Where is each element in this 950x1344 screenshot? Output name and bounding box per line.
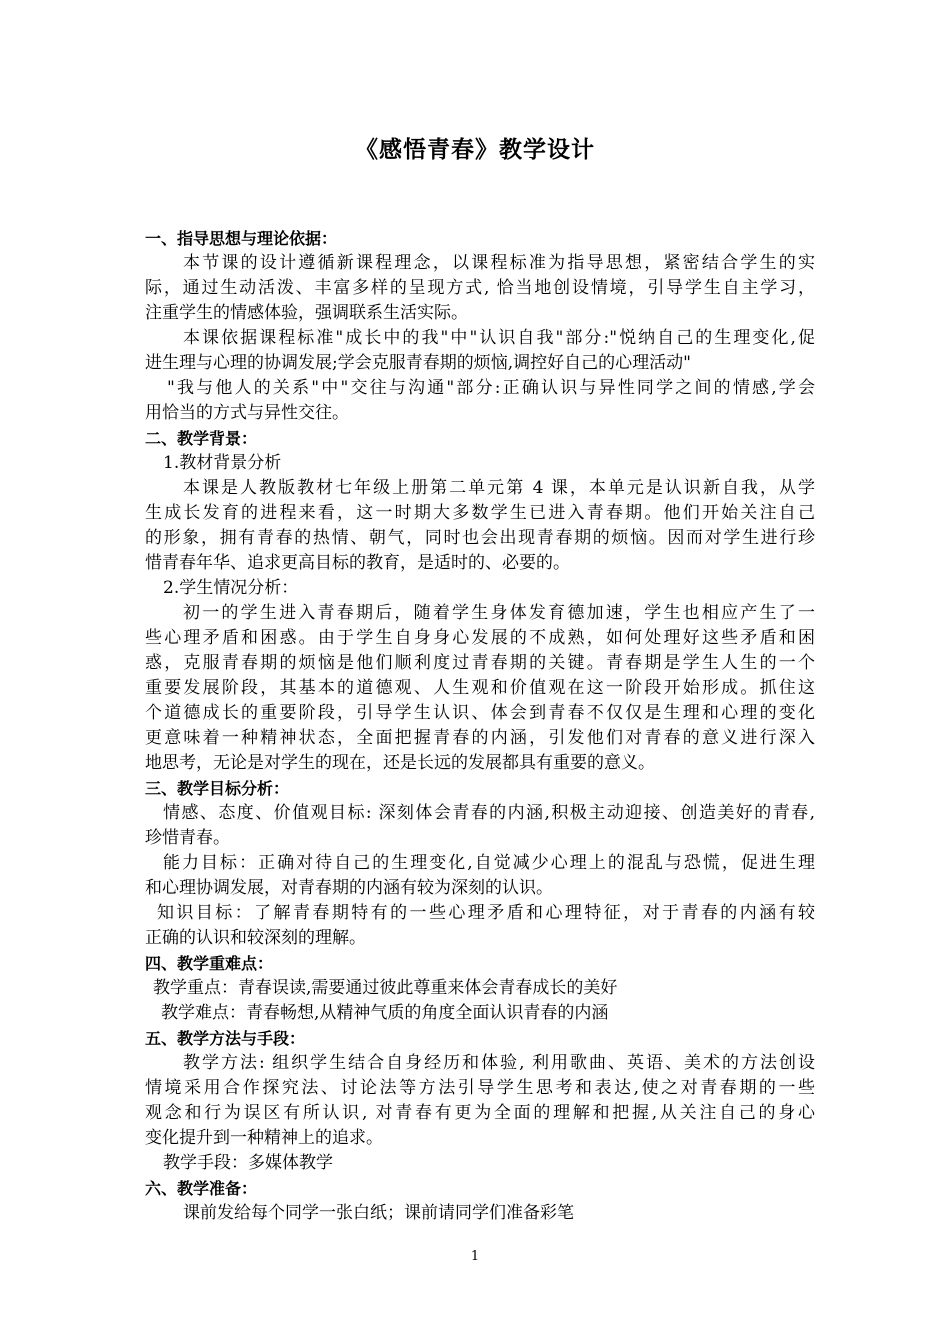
paragraph-line: 生成长发育的进程来看，这一时期大多数学生已进入青春期。他们开始关注自己 bbox=[145, 503, 815, 523]
paragraph-line: 本课是人教版教材七年级上册第二单元第 4 课，本单元是认识新自我，从学 bbox=[183, 478, 815, 498]
paragraph-line: 教学手段：多媒体教学 bbox=[163, 1153, 333, 1173]
section-heading: 三、教学目标分析： bbox=[145, 779, 290, 798]
paragraph-line: 情感、态度、价值观目标: 深刻体会青春的内涵,积极主动迎接、创造美好的青春, bbox=[163, 803, 815, 823]
paragraph-line: 珍惜青春。 bbox=[145, 828, 230, 848]
paragraph-line: 2.学生情况分析： bbox=[163, 578, 299, 598]
document-title: 《感悟青春》教学设计 bbox=[355, 137, 595, 163]
paragraph-line: 惜青春年华、追求更高目标的教育，是适时的、必要的。 bbox=[145, 553, 570, 573]
paragraph-line: 进生理与心理的协调发展;学会克服青春期的烦恼,调控好自己的心理活动" bbox=[145, 353, 691, 373]
paragraph-line: 惑，克服青春期的烦恼是他们顺利度过青春期的关键。青春期是学生人生的一个 bbox=[145, 653, 815, 673]
section-heading: 五、教学方法与手段： bbox=[145, 1029, 306, 1048]
paragraph-line: 注重学生的情感体验，强调联系生活实际。 bbox=[145, 303, 468, 323]
paragraph-line: 地思考，无论是对学生的现在，还是长远的发展都具有重要的意义。 bbox=[145, 753, 655, 773]
paragraph-line: "我与他人的关系"中"交往与沟通"部分:正确认识与异性同学之间的情感,学会 bbox=[167, 378, 815, 398]
paragraph-line: 变化提升到一种精神上的追求。 bbox=[145, 1128, 383, 1148]
paragraph-line: 和心理协调发展，对青春期的内涵有较为深刻的认识。 bbox=[145, 878, 553, 898]
paragraph-line: 用恰当的方式与异性交往。 bbox=[145, 403, 349, 423]
document-body bbox=[145, 226, 815, 1226]
paragraph-line: 更意味着一种精神状态，全面把握青春的内涵，引发他们对青春的意义进行深入 bbox=[145, 728, 815, 748]
paragraph-line: 教学难点：青春畅想,从精神气质的角度全面认识青春的内涵 bbox=[161, 1003, 609, 1023]
section-heading: 四、教学重难点： bbox=[145, 954, 274, 973]
paragraph-line: 重要发展阶段，其基本的道德观、人生观和价值观在这一阶段开始形成。抓住这 bbox=[145, 678, 815, 698]
paragraph-line: 1.教材背景分析 bbox=[163, 453, 282, 473]
paragraph-line: 的形象，拥有青春的热情、朝气，同时也会出现青春期的烦恼。因而对学生进行珍 bbox=[145, 528, 815, 548]
section-heading: 一、指导思想与理论依据： bbox=[145, 229, 338, 248]
page-number: 1 bbox=[470, 1249, 480, 1264]
paragraph-line: 际，通过生动活泼、丰富多样的呈现方式, 恰当地创设情境，引导学生自主学习， bbox=[145, 278, 815, 298]
paragraph-line: 正确的认识和较深刻的理解。 bbox=[145, 928, 366, 948]
paragraph-line: 教学重点：青春误读,需要通过彼此尊重来体会青春成长的美好 bbox=[153, 978, 618, 998]
paragraph-line: 观念和行为误区有所认识, 对青春有更为全面的理解和把握,从关注自己的身心 bbox=[145, 1103, 815, 1123]
paragraph-line: 初一的学生进入青春期后，随着学生身体发育德加速，学生也相应产生了一 bbox=[183, 603, 815, 623]
paragraph-line: 教学方法: 组织学生结合自身经历和体验, 利用歌曲、英语、美术的方法创设 bbox=[183, 1053, 815, 1073]
paragraph-line: 能力目标：正确对待自己的生理变化,自觉减少心理上的混乱与恐慌，促进生理 bbox=[163, 853, 815, 873]
paragraph-line: 课前发给每个同学一张白纸；课前请同学们准备彩笔 bbox=[183, 1203, 574, 1223]
section-heading: 六、教学准备： bbox=[145, 1179, 258, 1198]
paragraph-line: 些心理矛盾和困惑。由于学生自身身心发展的不成熟，如何处理好这些矛盾和困 bbox=[145, 628, 815, 648]
paragraph-line: 情境采用合作探究法、讨论法等方法引导学生思考和表达,使之对青春期的一些 bbox=[145, 1078, 815, 1098]
section-heading: 二、教学背景： bbox=[145, 429, 258, 448]
paragraph-line: 知识目标：了解青春期特有的一些心理矛盾和心理特征，对于青春的内涵有较 bbox=[157, 903, 815, 923]
paragraph-line: 个道德成长的重要阶段，引导学生认识、体会到青春不仅仅是生理和心理的变化 bbox=[145, 703, 815, 723]
paragraph-line: 本节课的设计遵循新课程理念，以课程标准为指导思想，紧密结合学生的实 bbox=[183, 253, 815, 273]
paragraph-line: 本课依据课程标准"成长中的我"中"认识自我"部分:"悦纳自己的生理变化,促 bbox=[183, 328, 815, 348]
